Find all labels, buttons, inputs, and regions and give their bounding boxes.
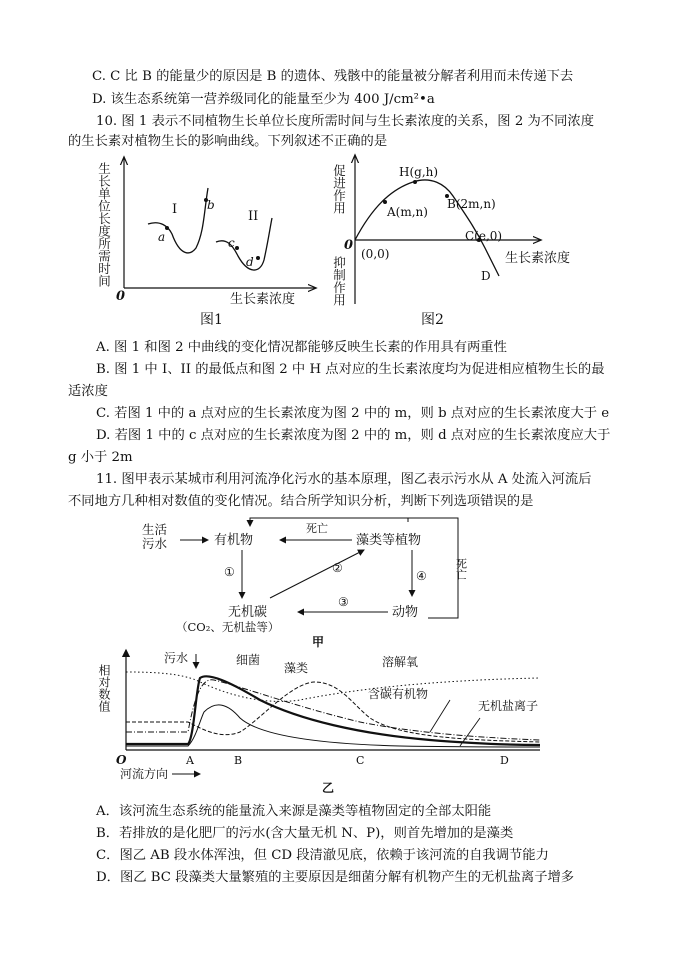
option-d-line: D. 该生态系统第一营养级同化的能量至少为 400 J/cm²•a xyxy=(92,92,435,107)
curve-2 xyxy=(216,218,272,270)
yi-ylabel: 相对数值 xyxy=(97,664,111,712)
yi-organic: 含碳有机物 xyxy=(368,687,429,701)
jia-n4: ④ xyxy=(416,569,427,583)
option-a-11: A．该河流生态系统的能量流入来源是藻类等植物固定的全部太阳能 xyxy=(96,804,492,819)
option-d-11: D．图乙 BC 段藻类大量繁殖的主要原因是细菌分解有机物产生的无机盐离子增多 xyxy=(96,870,575,885)
tick-D: D xyxy=(500,754,509,767)
label-H: H(g,h) xyxy=(399,165,439,179)
figure-1 xyxy=(96,152,320,330)
point-d xyxy=(256,256,260,260)
tick-C: C xyxy=(356,754,365,767)
option-c-10: C. 若图 1 中的 a 点对应的生长素浓度为图 2 中的 m，则 b 点对应的生长素浓度大于 e xyxy=(96,406,610,421)
option-d-10-line2: g 小于 2m xyxy=(68,450,133,465)
label-D: D xyxy=(481,269,491,283)
question-10-line1: 10. 图 1 表示不同植物生长单位长度所需时间与生长素浓度的关系，图 2 为不同浓度 xyxy=(96,114,594,129)
option-c-11: C．图乙 AB 段水体浑浊，但 CD 段清澈见底，依赖于该河流的自我调节能力 xyxy=(96,848,549,863)
point-H xyxy=(413,180,417,184)
jia-death-1: 死亡 xyxy=(306,522,328,535)
jia-sewage-2: 污水 xyxy=(142,536,168,551)
figure-2 xyxy=(331,152,575,330)
jia-algae: 藻类等植物 xyxy=(356,533,422,548)
option-d-10-line1: D. 若图 1 中的 c 点对应的生长素浓度为图 2 中的 m，则 d 点对应的生长素浓度应大于 xyxy=(96,428,611,443)
yi-sewage: 污水 xyxy=(164,651,189,665)
point-A xyxy=(383,200,387,204)
fig2-O: (0,0) xyxy=(361,247,390,261)
question-10-line2: 的生长素对植物生长的影响曲线。下列叙述不正确的是 xyxy=(68,134,388,149)
question-11-line2: 不同地方几种相对数值的变化情况。结合所学知识分析，判断下列选项错误的是 xyxy=(68,494,534,509)
jia-sewage-1: 生活 xyxy=(142,522,168,537)
tick-A: A xyxy=(186,754,194,767)
yi-bacteria: 细菌 xyxy=(236,653,261,667)
jia-n1: ① xyxy=(224,565,235,579)
tick-B: B xyxy=(234,754,243,767)
yi-caption: 乙 xyxy=(322,781,335,795)
curve-2-label: II xyxy=(248,209,259,224)
fig2-ylabel-down: 抑制作用 xyxy=(331,256,347,306)
question-11-line1: 11. 图甲表示某城市利用河流净化污水的基本原理，图乙表示污水从 A 处流入河流后 xyxy=(96,472,592,487)
label-d: d xyxy=(246,255,254,269)
yi-xlabel: 河流方向 xyxy=(120,767,169,781)
fig2-curve xyxy=(355,180,499,276)
fig1-ylabel: 生长单位长度所需时间 xyxy=(96,162,112,287)
curve-1 xyxy=(148,188,208,253)
label-A: A(m,n) xyxy=(387,205,428,219)
jia-n2: ② xyxy=(332,561,343,575)
fig2-origin: 0 xyxy=(344,238,354,253)
fig2-xlabel: 生长素浓度 xyxy=(505,251,571,266)
label-a: a xyxy=(158,230,166,244)
fig1-xlabel: 生长素浓度 xyxy=(230,292,296,307)
jia-animal: 动物 xyxy=(392,605,419,620)
fig2-ylabel-up: 促进作用 xyxy=(331,164,347,214)
option-c-line: C. C 比 B 的能量少的原因是 B 的遗体、残骸中的能量被分解者利用而未传递下去 xyxy=(92,69,574,84)
label-B: B(2m,n) xyxy=(447,197,496,211)
option-b-10-line2: 适浓度 xyxy=(68,384,108,399)
point-a xyxy=(165,226,169,230)
jia-death-2: 死亡 xyxy=(454,558,468,580)
jia-inorganic-sub: （CO₂、无机盐等） xyxy=(176,620,280,634)
fig1-caption: 图1 xyxy=(200,312,223,328)
option-b-11: B．若排放的是化肥厂的污水(含大量无机 N、P)，则首先增加的是藻类 xyxy=(96,826,514,841)
jia-inorganic: 无机碳 xyxy=(228,605,268,620)
point-c xyxy=(235,246,239,250)
yi-oxygen: 溶解氧 xyxy=(382,655,419,669)
chart-yi xyxy=(97,648,560,795)
label-C: C(e,0) xyxy=(465,229,503,243)
jia-n3: ③ xyxy=(338,595,349,609)
fig2-caption: 图2 xyxy=(421,312,444,328)
curve-1-label: I xyxy=(172,202,178,217)
yi-ions: 无机盐离子 xyxy=(478,699,539,713)
label-c: c xyxy=(228,236,235,250)
diagram-jia xyxy=(120,514,480,648)
option-b-10-line1: B. 图 1 中 I、II 的最低点和图 2 中 H 点对应的生长素浓度均为促进相应植物生长的最 xyxy=(96,362,605,377)
jia-caption: 甲 xyxy=(312,635,325,649)
yi-origin: O xyxy=(116,753,127,767)
label-b: b xyxy=(207,198,215,212)
yi-algae: 藻类 xyxy=(284,661,309,675)
option-a-10: A. 图 1 和图 2 中曲线的变化情况都能够反映生长素的作用具有两重性 xyxy=(96,340,507,355)
jia-organic: 有机物 xyxy=(214,533,254,548)
fig1-origin: 0 xyxy=(116,289,126,304)
